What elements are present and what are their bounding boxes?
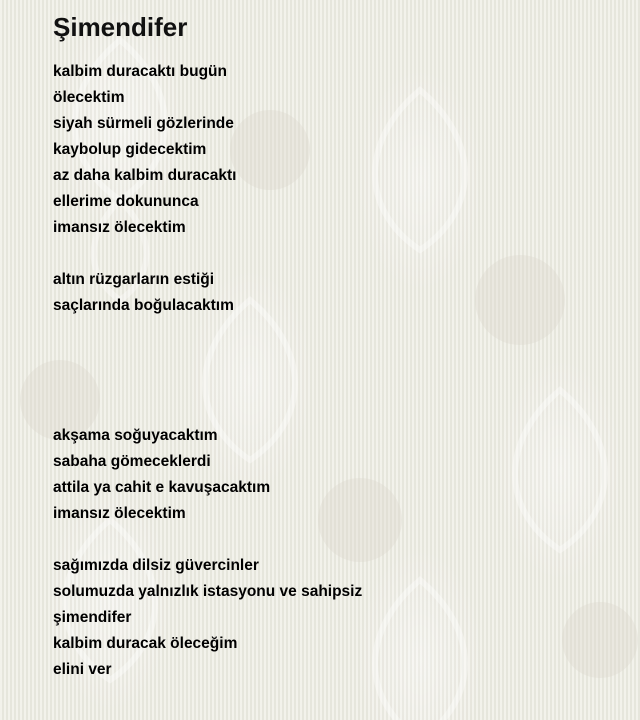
poem-blank-line (53, 527, 613, 553)
poem-blank-line (53, 371, 613, 397)
poem-line: saçlarında boğulacaktım (53, 297, 234, 314)
poem-line: ölecektim (53, 89, 125, 106)
poem-line: sağımızda dilsiz güvercinler (53, 557, 259, 574)
poem-blank-line (53, 397, 613, 423)
poem-line: kaybolup gidecektim (53, 141, 207, 158)
poem-line: az daha kalbim duracaktı (53, 167, 237, 184)
poem-line: kalbim duracaktı bugün (53, 63, 227, 80)
poem-blank-line (53, 241, 613, 267)
poem-line: siyah sürmeli gözlerinde (53, 115, 234, 132)
poem-line: imansız ölecektim (53, 505, 186, 522)
poem-line: attila ya cahit e kavuşacaktım (53, 479, 271, 496)
poem-line: imansız ölecektim (53, 219, 186, 236)
poem-blank-line (53, 319, 613, 345)
poem-line: ellerime dokununca (53, 193, 199, 210)
poem-line: sabaha gömeceklerdi (53, 453, 211, 470)
poem-line: altın rüzgarların estiği (53, 271, 215, 288)
poem-line: şimendifer (53, 609, 132, 626)
poem-line: solumuzda yalnızlık istasyonu ve sahipsiz (53, 583, 363, 600)
poem-line: akşama soğuyacaktım (53, 427, 218, 444)
poem-body (53, 59, 613, 683)
poem-blank-line (53, 345, 613, 371)
poem (53, 10, 613, 683)
poem-line: kalbim duracak öleceğim (53, 635, 238, 652)
poem-title: Şimendifer (53, 12, 188, 42)
poem-line: elini ver (53, 661, 112, 678)
